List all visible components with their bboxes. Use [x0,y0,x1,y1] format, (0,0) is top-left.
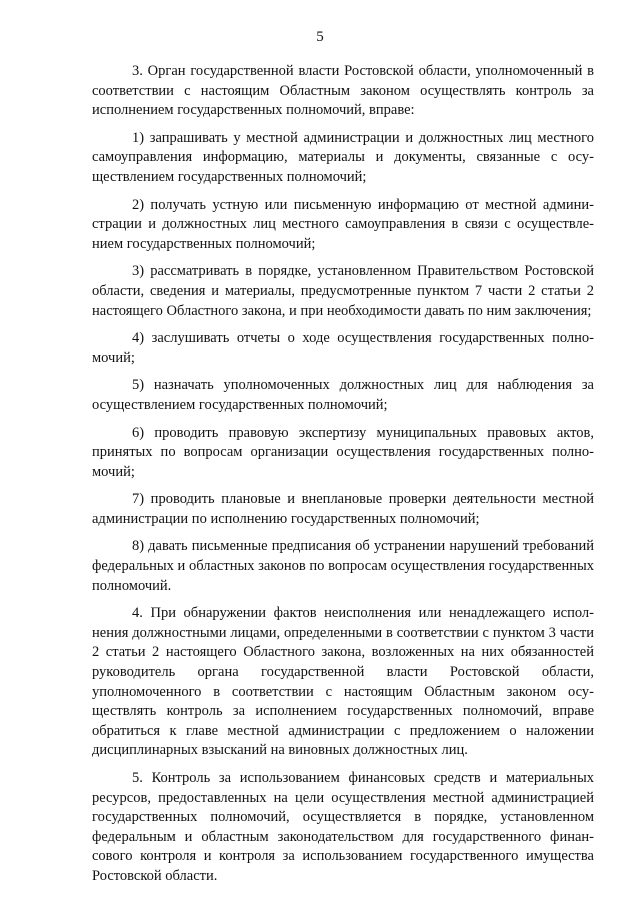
paragraph-item-2: 2) получать устную или письменную информацию от местной администрации и должностных лиц местного самоуправления в связи с осуществлением государственных полномочий; [92,196,594,252]
paragraph-clause-3: 3. Орган государственной власти Ростовской области, уполномоченный в соответствии с настоящим Областным законом осуществлять контроль за исполнением государственных полномочий, вправе: [92,63,594,119]
paragraph-clause-5: 5. Контроль за использованием финансовых средств и материальных ресурсов, предоставленных на цели осуществления местной администрацией государственных полномочий, осуществляется в порядке, установленном федеральным и областным законодательством для государственного финансового контроля и контроля за использованием государственного имущества Ростовской области. [92,770,594,884]
paragraph-item-1: 1) запрашивать у местной администрации и должностных лиц местного самоуправления информацию, материалы и документы, связанные с осуществлением государственных полномочий; [92,129,594,185]
document-body [92,0,594,887]
paragraph-item-5: 5) назначать уполномоченных должностных лиц для наблюдения за осуществлением государственных полномочий; [92,377,594,413]
paragraph-item-7: 7) проводить плановые и внеплановые проверки деятельности местной администрации по исполнению государственных полномочий; [92,491,594,527]
paragraph-clause-4: 4. При обнаружении фактов неисполнения или ненадлежащего исполнения должностными лицами, определенными в соответствии с пунктом 3 части 2 статьи 2 настоящего Областного закона, возложенных на них обязанностей руководитель органа государственной власти Ростовской области, уполномоченного в соответствии с настоящим Областным законом осуществлять контроль за исполнением государственных полномочий, вправе обратиться к главе местной администрации с предложением о наложении дисциплинарных взысканий на виновных должностных лиц. [92,605,594,759]
paragraph-item-6: 6) проводить правовую экспертизу муниципальных правовых актов, принятых по вопросам организации осуществления государственных полномочий; [92,424,594,480]
page-number: 5 [316,29,324,45]
paragraph-item-3: 3) рассматривать в порядке, установленном Правительством Ростовской области, сведения и материалы, предусмотренные пунктом 7 части 2 статьи 2 настоящего Областного закона, и при необходимости давать по ним заключения; [92,263,594,319]
paragraph-item-4: 4) заслушивать отчеты о ходе осуществления государственных полномочий; [92,330,594,366]
paragraph-item-8: 8) давать письменные предписания об устранении нарушений требований федеральных и областных законов по вопросам осуществления государственных полномочий. [92,538,594,594]
